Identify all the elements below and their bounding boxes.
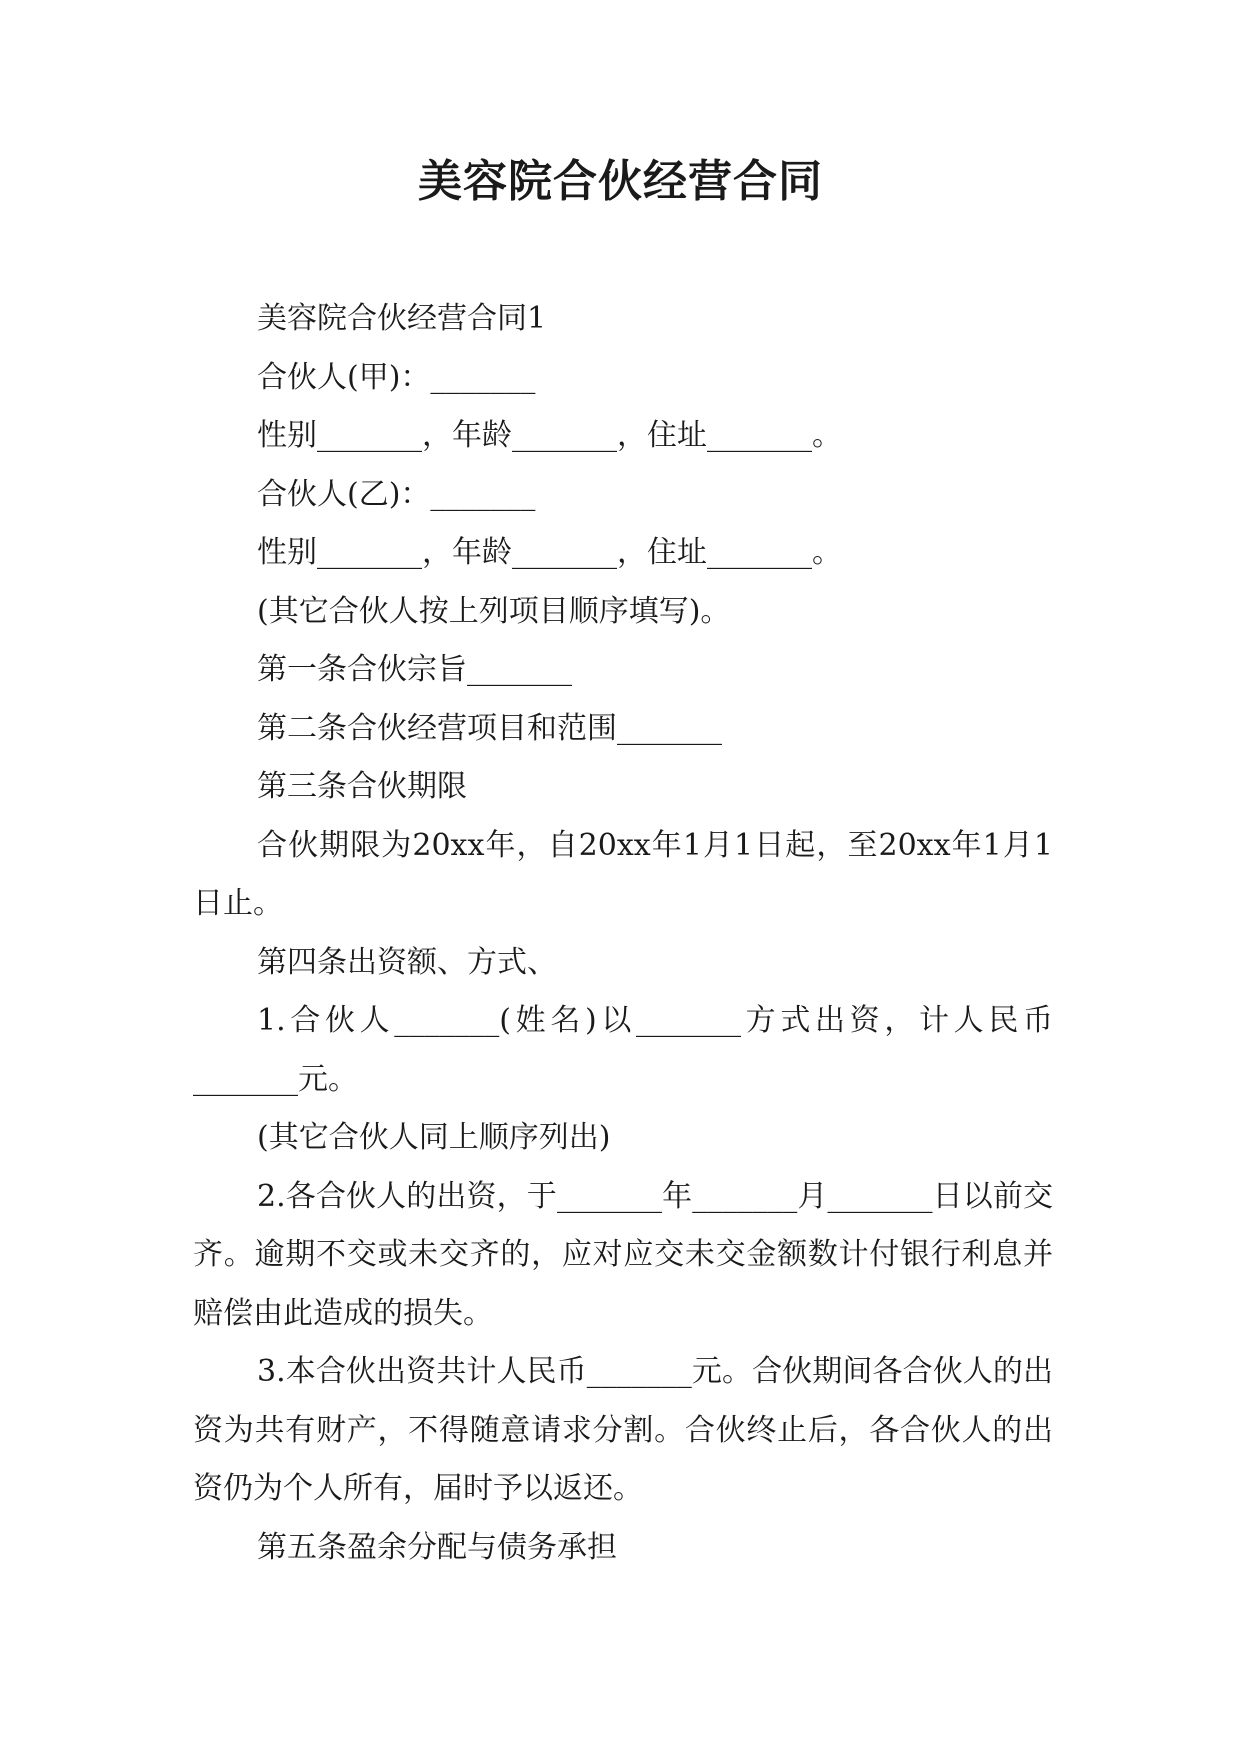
paragraph-contribution-note: (其它合伙人同上顺序列出) [257,1120,611,1155]
paragraph-article-4: 第四条出资额、方式、 [257,944,557,980]
paragraph-article-5: 第五条盈余分配与债务承担 [257,1529,617,1565]
paragraph-contribution-2: 2.各合伙人的出资，于_______年_______月_______日以前交齐。逾期不交或未交齐的，应对应交未交金额数计付银行利息并赔偿由此造成的损失。 [193,1178,1053,1331]
document-title: 美容院合伙经营合同 [418,156,823,207]
paragraph-partner-b: 合伙人(乙)：_______ [257,476,536,512]
paragraph-contribution-3: 3.本合伙出资共计人民币_______元。合伙期间各合伙人的出资为共有财产，不得随意请求分割。合伙终止后，各合伙人的出资仍为个人所有，届时予以返还。 [193,1354,1053,1506]
paragraph-term: 合伙期限为20xx年，自20xx年1月1日起，至20xx年1月1日止。 [193,827,1053,921]
document-body [193,290,1053,1577]
paragraph-other-partners-note: (其它合伙人按上列项目顺序填写)。 [257,593,731,629]
paragraph-partner-b-details: 性别_______，年龄_______，住址_______。 [257,535,842,570]
paragraph-article-2: 第二条合伙经营项目和范围_______ [257,710,722,746]
paragraph-contribution-1: 1.合伙人_______(姓名)以_______方式出资，计人民币_______元。 [193,1003,1053,1097]
paragraph-article-3: 第三条合伙期限 [257,769,467,804]
paragraph-article-1: 第一条合伙宗旨_______ [257,652,572,687]
paragraph-heading: 美容院合伙经营合同1 [257,301,547,336]
paragraph-partner-a-details: 性别_______，年龄_______，住址_______。 [257,418,842,453]
paragraph-partner-a: 合伙人(甲)：_______ [257,359,536,395]
